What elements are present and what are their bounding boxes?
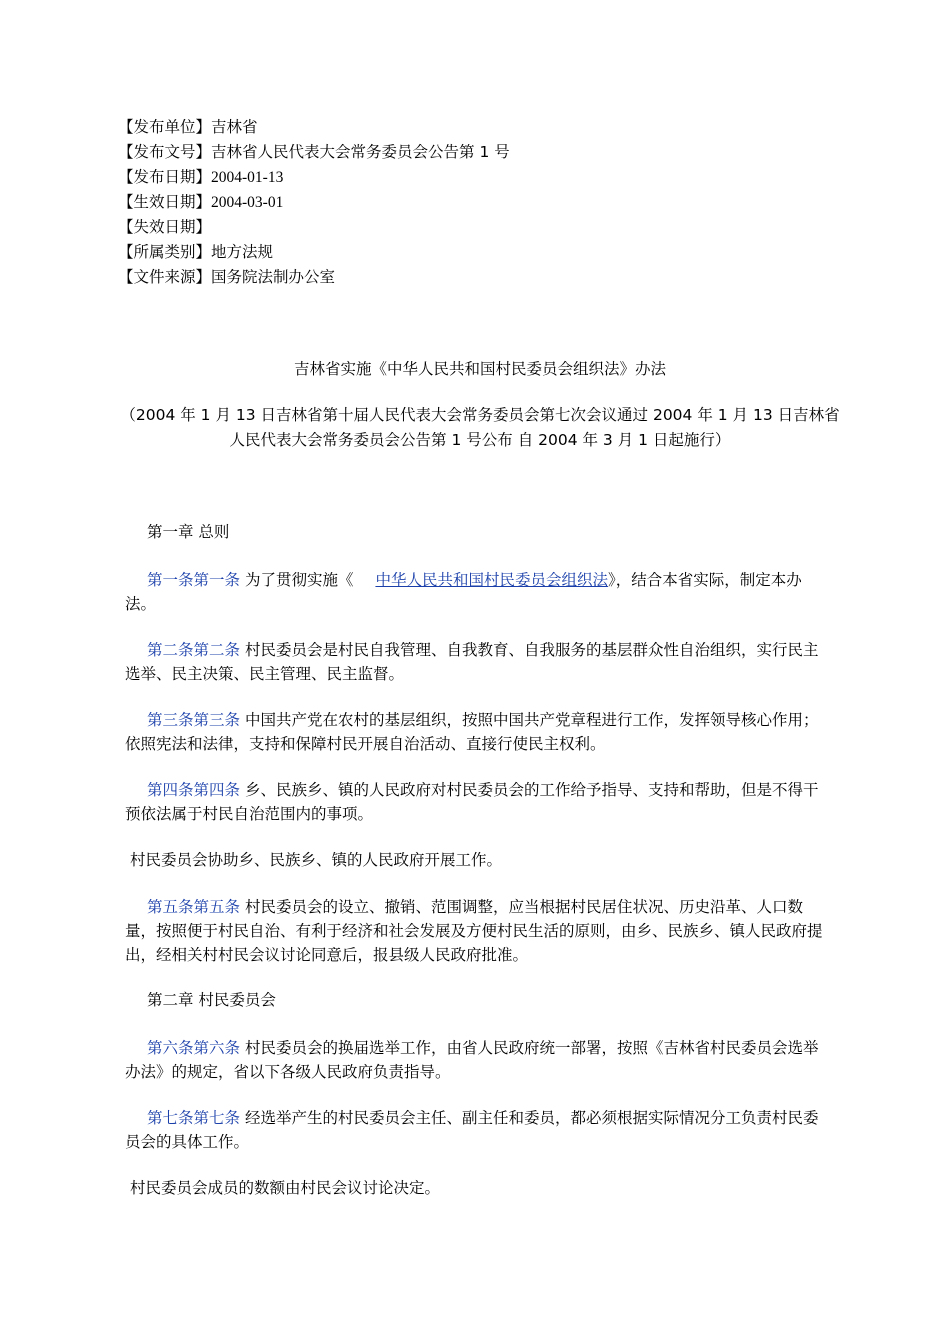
article-1-label: 第一条第一条: [147, 571, 241, 589]
meta-source: [118, 265, 510, 290]
article-3-label: 第三条第三条: [147, 711, 241, 729]
article-2-label: 第二条第二条: [147, 641, 241, 659]
article-5-label: 第五条第五条: [147, 898, 241, 916]
meta-expdate: [118, 215, 510, 240]
article-1-text-b: 》，结合本省实际，制定本办法。: [125, 571, 802, 613]
article-2: [125, 638, 825, 686]
article-6: [125, 1036, 825, 1084]
meta-source-label: 【文件来源】: [118, 268, 212, 286]
meta-pubdate: [118, 165, 510, 190]
meta-category: [118, 240, 510, 265]
document-metadata: [118, 115, 510, 290]
article-7-paragraph-2: 村民委员会成员的数额由村民会议讨论决定。: [130, 1179, 441, 1197]
meta-publisher: [118, 115, 510, 140]
article-3-text: 中国共产党在农村的基层组织，按照中国共产党章程进行工作，发挥领导核心作用；依照宪法和法律，支持和保障村民开展自治活动、直接行使民主权利。: [125, 711, 819, 753]
article-2-text: 村民委员会是村民自我管理、自我教育、自我服务的基层群众性自治组织，实行民主选举、民主决策、民主管理、民主监督。: [125, 641, 819, 683]
meta-effdate: [118, 190, 510, 215]
article-7: [125, 1106, 825, 1154]
document-title: 吉林省实施《中华人民共和国村民委员会组织法》办法: [293, 360, 666, 378]
article-5: [125, 895, 825, 967]
meta-category-value: 地方法规: [211, 243, 274, 261]
article-1: [125, 568, 825, 616]
article-4: [125, 778, 825, 826]
meta-effdate-label: 【生效日期】: [118, 193, 212, 211]
meta-expdate-label: 【失效日期】: [118, 218, 212, 236]
article-4-label: 第四条第四条: [147, 781, 241, 799]
article-6-text: 村民委员会的换届选举工作，由省人民政府统一部署，按照《吉林省村民委员会选举办法》的规定，省以下各级人民政府负责指导。: [125, 1039, 819, 1081]
meta-pubdate-value: 2004-01-13: [211, 169, 284, 186]
meta-publisher-label: 【发布单位】: [118, 118, 212, 136]
law-link[interactable]: 中华人民共和国村民委员会组织法: [375, 571, 608, 589]
meta-effdate-value: 2004-03-01: [211, 194, 284, 211]
article-4-text: 乡、民族乡、镇的人民政府对村民委员会的工作给予指导、支持和帮助，但是不得干预依法属于村民自治范围内的事项。: [125, 781, 819, 823]
article-1-text-a: 为了贯彻实施《: [240, 571, 354, 589]
meta-docno-label: 【发布文号】: [118, 143, 212, 161]
article-6-label: 第六条第六条: [147, 1039, 241, 1057]
chapter-2-heading: 第二章 村民委员会: [147, 991, 276, 1009]
meta-docno-value: 吉林省人民代表大会常务委员会公告第 1 号: [211, 143, 510, 161]
article-4-paragraph-2: 村民委员会协助乡、民族乡、镇的人民政府开展工作。: [130, 851, 503, 869]
article-7-text: 经选举产生的村民委员会主任、副主任和委员，都必须根据实际情况分工负责村民委员会的具体工作。: [125, 1109, 819, 1151]
chapter-1-heading: 第一章 总则: [147, 523, 230, 541]
meta-category-label: 【所属类别】: [118, 243, 212, 261]
meta-pubdate-label: 【发布日期】: [118, 168, 212, 186]
meta-source-value: 国务院法制办公室: [211, 268, 336, 286]
article-3: [125, 708, 825, 756]
meta-docno: [118, 140, 510, 165]
meta-publisher-value: 吉林省: [211, 118, 258, 136]
article-7-label: 第七条第七条: [147, 1109, 241, 1127]
document-subtitle: （2004 年 1 月 13 日吉林省第十届人民代表大会常务委员会第七次会议通过 2004 年 1 月 13 日吉林省人民代表大会常务委员会公告第 1 号公布 自 2004 年 3 月 1 日起施行）: [120, 406, 840, 449]
article-5-text: 村民委员会的设立、撤销、范围调整，应当根据村民居住状况、历史沿革、人口数量，按照便于村民自治、有利于经济和社会发展及方便村民生活的原则，由乡、民族乡、镇人民政府提出，经相关村村民会议讨论同意后，报县级人民政府批准。: [125, 898, 823, 964]
